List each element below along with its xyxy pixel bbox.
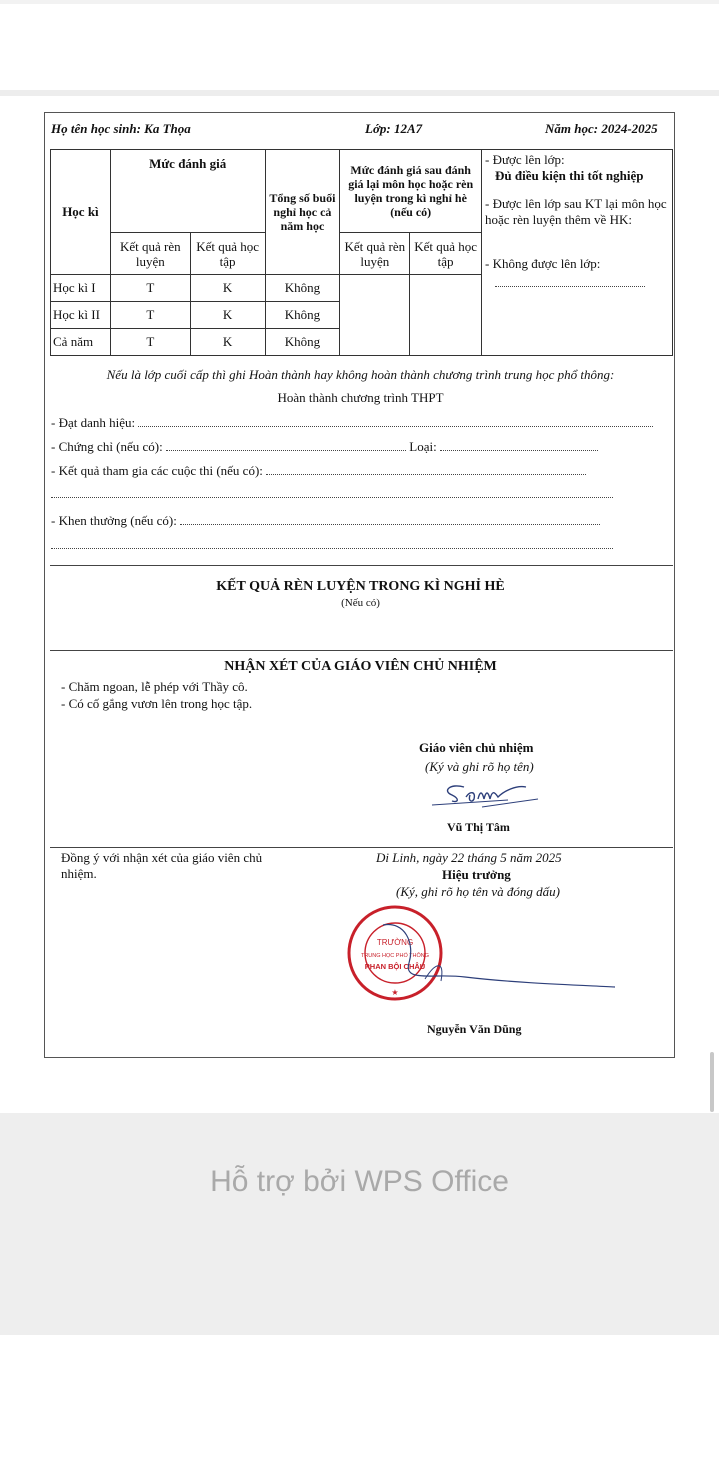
conduct-cell: T: [110, 302, 190, 329]
not-promoted-label: - Không được lên lớp:: [485, 256, 601, 271]
promotion-result: Đủ điều kiện thi tốt nghiệp: [495, 168, 644, 183]
term-cell: Học kì II: [51, 302, 111, 329]
cert-field-dots: [166, 440, 406, 451]
footer-banner: [0, 1113, 719, 1335]
academic-cell: K: [190, 275, 265, 302]
class-label: Lớp: 12A7: [365, 121, 423, 136]
teacher-comment-1: - Chăm ngoan, lễ phép với Thầy cô.: [61, 679, 248, 694]
conduct-cell: T: [110, 329, 190, 356]
retake-label: - Được lên lớp sau KT lại môn học hoặc rèn luyện thêm về HK:: [485, 196, 667, 227]
results-table: [50, 149, 673, 356]
scrollbar[interactable]: [710, 1052, 714, 1112]
cert-type-dots: [440, 440, 598, 451]
reassess-conduct-cell: [340, 275, 410, 356]
academic-cell: K: [190, 302, 265, 329]
col-mucdanhgia-header: Mức đánh giá: [110, 150, 265, 233]
reward-field-dots: [180, 514, 600, 525]
teacher-section-title: NHẬN XÉT CỦA GIÁO VIÊN CHỦ NHIỆM: [224, 659, 497, 674]
cert-field-label: - Chứng chỉ (nếu có):: [51, 439, 163, 454]
reward-field-label: - Khen thưởng (nếu có):: [51, 513, 177, 528]
stamp-star-icon: ★: [391, 988, 399, 997]
sub-renluyen-2: Kết quả rèn luyện: [340, 233, 410, 275]
teacher-name: Vũ Thị Tâm: [447, 820, 510, 834]
col-mucsau-header: Mức đánh giá sau đánh giá lại môn học hoặc rèn luyện trong kì nghỉ hè (nếu có): [340, 150, 482, 233]
page-separator: [0, 90, 719, 96]
principal-sign-hint: (Ký, ghi rõ họ tên và đóng dấu): [396, 884, 560, 899]
cert-field: [51, 439, 598, 455]
teacher-comment-2: - Có cố gắng vươn lên trong học tập.: [61, 696, 253, 711]
col-tongso-header: Tổng số buổi nghỉ học cả năm học: [265, 150, 340, 275]
divider: [50, 847, 673, 848]
teacher-signature: [430, 777, 540, 813]
absence-cell: Không: [265, 302, 340, 329]
teacher-role: Giáo viên chủ nhiệm: [419, 740, 534, 755]
summer-section-subtitle: (Nếu có): [341, 597, 380, 609]
cert-type-label: Loại:: [409, 439, 437, 454]
sub-hoctap: Kết quả học tập: [190, 233, 265, 275]
contest-field-dots-2: [51, 487, 613, 498]
not-promoted-dots: [495, 280, 645, 287]
reassess-academic-cell: [410, 275, 482, 356]
stamp-line-3: PHAN BỘI CHÂU: [364, 962, 426, 971]
term-cell: Cả năm: [51, 329, 111, 356]
absence-cell: Không: [265, 275, 340, 302]
student-name: Họ tên học sinh: Ka Thọa: [51, 121, 191, 136]
term-cell: Học kì I: [51, 275, 111, 302]
contest-field: [51, 463, 586, 479]
promotion-status-cell: [482, 150, 673, 356]
contest-field-dots: [266, 464, 586, 475]
completion-note: Nếu là lớp cuối cấp thì ghi Hoàn thành hay không hoàn thành chương trình trung học phổ thông:: [106, 367, 615, 382]
teacher-sign-hint: (Ký và ghi rõ họ tên): [425, 759, 534, 774]
school-year: Năm học: 2024-2025: [545, 121, 658, 136]
academic-cell: K: [190, 329, 265, 356]
title-field-dots: [138, 416, 653, 427]
divider: [50, 650, 673, 651]
absence-cell: Không: [265, 329, 340, 356]
place-date: Di Linh, ngày 22 tháng 5 năm 2025: [376, 850, 562, 865]
title-field-label: - Đạt danh hiệu:: [51, 415, 136, 430]
principal-agree: Đồng ý với nhận xét của giáo viên chủ nhiệm.: [61, 850, 263, 881]
summer-section-title: KẾT QUẢ RÈN LUYỆN TRONG KÌ NGHỈ HÈ: [216, 579, 505, 594]
sub-hoctap-2: Kết quả học tập: [410, 233, 482, 275]
conduct-cell: T: [110, 275, 190, 302]
official-stamp: [345, 903, 645, 1023]
status-bar-area: [0, 0, 719, 4]
reward-field-dots-2: [51, 538, 613, 549]
promotion-label: - Được lên lớp:: [485, 152, 565, 167]
wps-brand-label: Hỗ trợ bởi WPS Office: [210, 1165, 509, 1198]
completion-status: Hoàn thành chương trình THPT: [277, 390, 444, 405]
divider: [50, 565, 673, 566]
principal-name: Nguyễn Văn Dũng: [427, 1022, 522, 1036]
reward-field: [51, 513, 600, 529]
principal-role: Hiệu trưởng: [442, 867, 511, 882]
report-card-page: [44, 112, 675, 1058]
contest-field-label: - Kết quả tham gia các cuộc thi (nếu có):: [51, 463, 263, 478]
stamp-line-1: TRƯỜNG: [376, 938, 414, 947]
title-field: [51, 415, 653, 431]
stamp-line-2: TRUNG HỌC PHỔ THÔNG: [360, 953, 430, 959]
sub-renluyen: Kết quả rèn luyện: [110, 233, 190, 275]
col-hocki-header: Học kì: [51, 150, 111, 275]
